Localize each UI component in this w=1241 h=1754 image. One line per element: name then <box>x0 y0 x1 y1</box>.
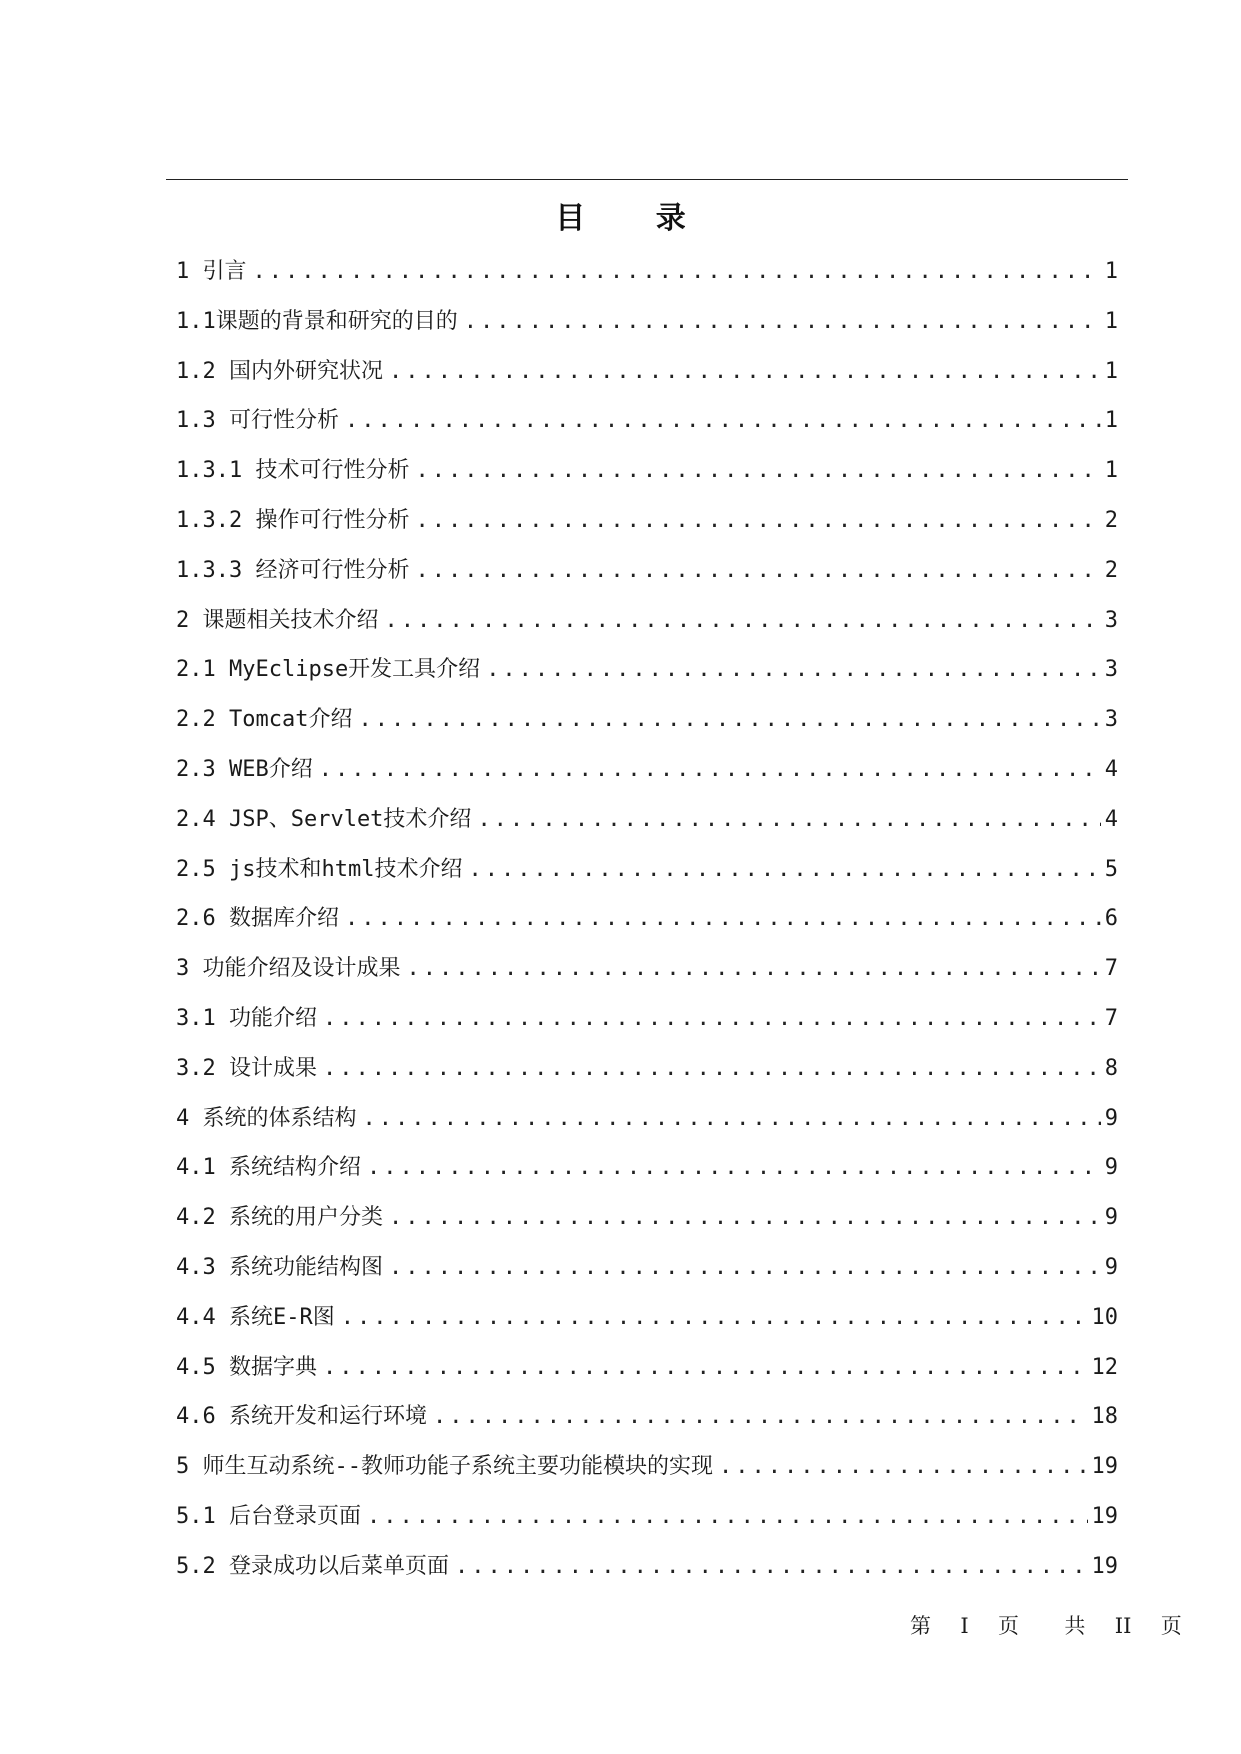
footer-prefix: 第 <box>910 1614 931 1638</box>
toc-entry[interactable] <box>176 1447 1118 1497</box>
footer-total-prefix: 共 <box>1064 1614 1086 1638</box>
toc-entry-page-number: 3 <box>1104 707 1118 733</box>
toc-leader-dots <box>341 1298 1088 1338</box>
toc-entry-label: 4 系统的体系结构 <box>176 1105 357 1131</box>
toc-entry[interactable] <box>176 252 1118 302</box>
toc-entry[interactable] <box>176 800 1118 850</box>
toc-entry-label: 4.6 系统开发和运行环境 <box>176 1404 427 1430</box>
table-of-contents <box>176 252 1118 1597</box>
toc-entry[interactable] <box>176 650 1118 700</box>
toc-leader-dots <box>468 850 1100 890</box>
toc-entry-page-number: 2 <box>1104 557 1118 583</box>
toc-leader-dots <box>345 401 1101 441</box>
toc-entry[interactable] <box>176 1049 1118 1099</box>
toc-leader-dots <box>367 1148 1101 1188</box>
toc-leader-dots <box>319 750 1101 790</box>
toc-entry-label: 1.3.2 操作可行性分析 <box>176 507 410 533</box>
footer-current-page: I <box>960 1614 969 1638</box>
toc-leader-dots <box>323 1348 1088 1388</box>
toc-entry-label: 5 师生互动系统--教师功能子系统主要功能模块的实现 <box>176 1454 713 1480</box>
toc-entry-page-number: 8 <box>1104 1055 1118 1081</box>
toc-entry-page-number: 9 <box>1104 1254 1118 1280</box>
toc-entry-label: 2.5 js技术和html技术介绍 <box>176 856 463 882</box>
toc-entry-label: 3.1 功能介绍 <box>176 1005 317 1031</box>
toc-entry-page-number: 5 <box>1104 856 1118 882</box>
toc-leader-dots <box>323 999 1101 1039</box>
toc-leader-dots <box>433 1397 1088 1437</box>
toc-entry[interactable] <box>176 1248 1118 1298</box>
toc-leader-dots <box>415 451 1100 491</box>
toc-leader-dots <box>455 1547 1088 1587</box>
toc-entry[interactable] <box>176 899 1118 949</box>
toc-entry-page-number: 1 <box>1104 458 1118 484</box>
toc-entry-label: 1.1课题的背景和研究的目的 <box>176 308 458 334</box>
toc-entry[interactable] <box>176 401 1118 451</box>
toc-entry-page-number: 6 <box>1104 906 1118 932</box>
toc-entry-page-number: 3 <box>1104 657 1118 683</box>
header-rule <box>166 179 1128 180</box>
toc-entry[interactable] <box>176 601 1118 651</box>
toc-leader-dots <box>389 352 1101 392</box>
toc-entry-label: 2.3 WEB介绍 <box>176 756 313 782</box>
toc-entry-page-number: 4 <box>1104 806 1118 832</box>
toc-entry-label: 4.2 系统的用户分类 <box>176 1205 383 1231</box>
toc-entry[interactable] <box>176 999 1118 1049</box>
toc-entry[interactable] <box>176 302 1118 352</box>
toc-entry-label: 1.3.3 经济可行性分析 <box>176 557 410 583</box>
toc-entry-page-number: 2 <box>1104 507 1118 533</box>
toc-entry-page-number: 4 <box>1104 756 1118 782</box>
toc-entry-label: 5.1 后台登录页面 <box>176 1503 361 1529</box>
toc-entry-page-number: 9 <box>1104 1105 1118 1131</box>
toc-entry-label: 1.3 可行性分析 <box>176 408 339 434</box>
toc-entry[interactable] <box>176 1497 1118 1547</box>
toc-entry-page-number: 19 <box>1091 1454 1118 1480</box>
toc-entry-page-number: 19 <box>1091 1503 1118 1529</box>
toc-entry-label: 3 功能介绍及设计成果 <box>176 956 401 982</box>
toc-leader-dots <box>358 700 1100 740</box>
toc-entry[interactable] <box>176 501 1118 551</box>
toc-entry-page-number: 18 <box>1091 1404 1118 1430</box>
toc-leader-dots <box>385 601 1101 641</box>
toc-entry-label: 4.4 系统E-R图 <box>176 1304 335 1330</box>
toc-leader-dots <box>345 899 1101 939</box>
toc-entry[interactable] <box>176 1397 1118 1447</box>
toc-leader-dots <box>389 1248 1101 1288</box>
page-title: 目 录 <box>555 201 716 236</box>
toc-entry-page-number: 7 <box>1104 1005 1118 1031</box>
toc-entry-label: 1 引言 <box>176 259 247 284</box>
toc-entry-label: 5.2 登录成功以后菜单页面 <box>176 1553 449 1579</box>
toc-entry[interactable] <box>176 352 1118 402</box>
toc-leader-dots <box>389 1198 1101 1238</box>
toc-entry-label: 1.3.1 技术可行性分析 <box>176 458 410 484</box>
toc-entry[interactable] <box>176 1099 1118 1149</box>
toc-leader-dots <box>477 800 1100 840</box>
toc-entry-page-number: 1 <box>1104 259 1118 284</box>
toc-entry-page-number: 1 <box>1104 408 1118 434</box>
toc-leader-dots <box>486 650 1101 690</box>
toc-entry-page-number: 19 <box>1091 1553 1118 1579</box>
toc-entry-label: 2.1 MyEclipse开发工具介绍 <box>176 657 481 683</box>
toc-entry[interactable] <box>176 551 1118 601</box>
toc-entry[interactable] <box>176 1148 1118 1198</box>
toc-entry[interactable] <box>176 1348 1118 1398</box>
toc-entry[interactable] <box>176 451 1118 501</box>
toc-entry-page-number: 10 <box>1091 1304 1118 1330</box>
footer-page-word: 页 <box>998 1614 1020 1638</box>
toc-leader-dots <box>253 252 1101 292</box>
toc-entry-label: 1.2 国内外研究状况 <box>176 358 383 384</box>
toc-entry-label: 4.5 数据字典 <box>176 1354 317 1380</box>
toc-leader-dots <box>415 501 1100 541</box>
toc-entry-label: 3.2 设计成果 <box>176 1055 317 1081</box>
toc-leader-dots <box>464 302 1101 342</box>
toc-entry[interactable] <box>176 1298 1118 1348</box>
toc-leader-dots <box>415 551 1100 591</box>
toc-entry-page-number: 1 <box>1104 308 1118 334</box>
toc-entry[interactable] <box>176 949 1118 999</box>
toc-entry-label: 2.6 数据库介绍 <box>176 906 339 932</box>
toc-leader-dots <box>407 949 1101 989</box>
toc-entry-label: 2.4 JSP、Servlet技术介绍 <box>176 806 472 832</box>
footer-total-pages: II <box>1114 1614 1132 1638</box>
toc-leader-dots <box>363 1099 1101 1139</box>
toc-entry-label: 2 课题相关技术介绍 <box>176 607 379 633</box>
toc-entry-label: 4.1 系统结构介绍 <box>176 1155 361 1181</box>
toc-leader-dots <box>719 1447 1088 1487</box>
page-footer <box>910 1610 1182 1640</box>
toc-entry[interactable] <box>176 750 1118 800</box>
toc-entry[interactable] <box>176 850 1118 900</box>
toc-entry-page-number: 3 <box>1104 607 1118 633</box>
toc-entry-page-number: 9 <box>1104 1205 1118 1231</box>
toc-entry-page-number: 12 <box>1091 1354 1118 1380</box>
footer-page-word-2: 页 <box>1160 1614 1182 1638</box>
toc-entry-page-number: 7 <box>1104 956 1118 982</box>
toc-entry-label: 4.3 系统功能结构图 <box>176 1254 383 1280</box>
toc-leader-dots <box>323 1049 1101 1089</box>
toc-entry[interactable] <box>176 1198 1118 1248</box>
toc-entry[interactable] <box>176 1547 1118 1597</box>
toc-entry[interactable] <box>176 700 1118 750</box>
toc-entry-label: 2.2 Tomcat介绍 <box>176 707 353 733</box>
toc-entry-page-number: 1 <box>1104 358 1118 384</box>
toc-entry-page-number: 9 <box>1104 1155 1118 1181</box>
toc-leader-dots <box>367 1497 1088 1537</box>
